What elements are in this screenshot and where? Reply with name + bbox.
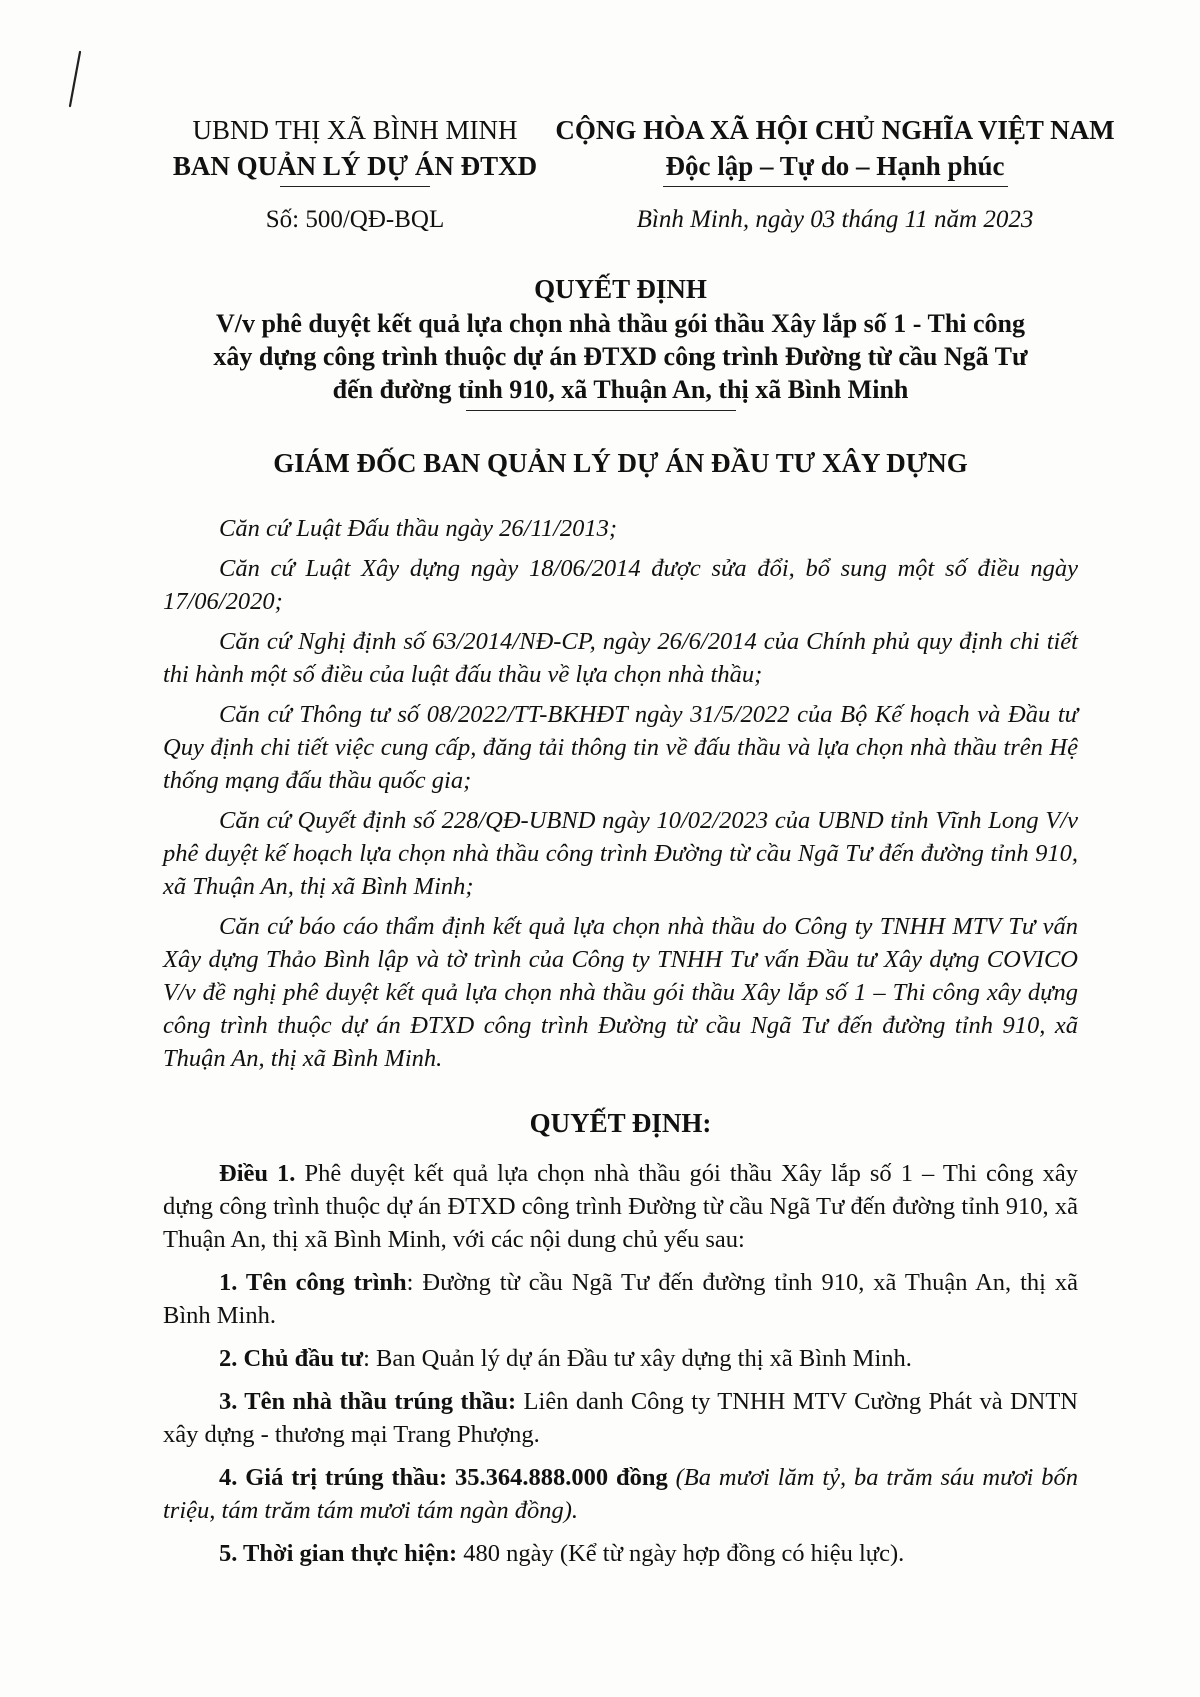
item-label: 3. Tên nhà thầu trúng thầu: xyxy=(219,1388,517,1415)
item-winning-contractor xyxy=(163,1385,1078,1451)
item-label: 2. Chủ đầu tư xyxy=(219,1345,364,1372)
document-number: Số: 500/QĐ-BQL xyxy=(265,206,445,233)
agency-parent: UBND THỊ XÃ BÌNH MINH xyxy=(192,115,518,145)
item-label: 4. Giá trị trúng thầu: 35.364.888.000 đồng xyxy=(219,1464,668,1491)
legal-basis: Căn cứ báo cáo thẩm định kết quả lựa chọn nhà thầu do Công ty TNHH MTV Tư vấn Xây dựng Thảo Bình lập và tờ trình của Công ty TNHH Tư vấn Đầu tư Xây dựng COVICO V/v đề nghị phê duyệt kết quả lựa chọn nhà thầu gói thầu Xây lắp số 1 – Thi công xây dựng công trình thuộc dự án ĐTXD công trình Đường từ cầu Ngã Tư đến đường tỉnh 910, xã Thuận An, thị xã Bình Minh. xyxy=(163,913,1078,1072)
document-title: QUYẾT ĐỊNH xyxy=(534,274,707,304)
legal-basis: Căn cứ Luật Đấu thầu ngày 26/11/2013; xyxy=(219,515,618,542)
national-motto xyxy=(555,112,1115,187)
item-text: : Ban Quản lý dự án Đầu tư xây dựng thị xã Bình Minh. xyxy=(363,1345,912,1372)
legal-basis: Căn cứ Nghị định số 63/2014/NĐ-CP, ngày 26/6/2014 của Chính phủ quy định chi tiết thi hành một số điều của luật đấu thầu về lựa chọn nhà thầu; xyxy=(163,628,1078,688)
subject-line: V/v phê duyệt kết quả lựa chọn nhà thầu gói thầu Xây lắp số 1 - Thi công xyxy=(215,309,1026,338)
issuing-agency xyxy=(150,112,560,187)
item-text: : Đường từ cầu Ngã Tư đến đường tỉnh 910, xã Thuận An, thị xã Bình Minh. xyxy=(163,1269,1078,1329)
item-text: Liên danh Công ty TNHH MTV Cường Phát và DNTN xây dựng - thương mại Trang Phượng. xyxy=(163,1388,1078,1448)
legal-basis: Căn cứ Luật Xây dựng ngày 18/06/2014 được sửa đổi, bổ sung một số điều ngày 17/06/2020; xyxy=(163,555,1078,615)
subject-underline xyxy=(466,410,736,411)
article-text: Phê duyệt kết quả lựa chọn nhà thầu gói thầu Xây lắp số 1 – Thi công xây dựng công trình thuộc dự án ĐTXD công trình Đường từ cầu Ngã Tư đến đường tỉnh 910, xã Thuận An, thị xã Bình Minh, với các nội dung chủ yếu sau: xyxy=(163,1160,1078,1253)
articles xyxy=(163,1157,1078,1580)
item-project-name xyxy=(163,1266,1078,1332)
agency-underline xyxy=(280,186,430,187)
article-label: Điều 1. xyxy=(219,1160,296,1187)
motto-underline xyxy=(663,186,1008,187)
subject-line: đến đường tỉnh 910, xã Thuận An, thị xã Bình Minh xyxy=(332,375,909,404)
item-investor xyxy=(163,1342,1078,1375)
document-subject xyxy=(163,307,1078,406)
country-name: CỘNG HÒA XÃ HỘI CHỦ NGHĨA VIỆT NAM xyxy=(555,115,1115,145)
item-label: 1. Tên công trình xyxy=(219,1269,407,1296)
article-1 xyxy=(163,1157,1078,1256)
motto: Độc lập – Tự do – Hạnh phúc xyxy=(665,151,1005,181)
legal-bases xyxy=(163,512,1078,1082)
decision-heading: QUYẾT ĐỊNH: xyxy=(529,1108,712,1138)
authority-heading: GIÁM ĐỐC BAN QUẢN LÝ DỰ ÁN ĐẦU TƯ XÂY DỰNG xyxy=(273,448,968,478)
legal-basis: Căn cứ Thông tư số 08/2022/TT-BKHĐT ngày 31/5/2022 của Bộ Kế hoạch và Đầu tư Quy định chi tiết việc cung cấp, đăng tải thông tin về đấu thầu và lựa chọn nhà thầu trên Hệ thống mạng đấu thầu quốc gia; xyxy=(163,701,1078,794)
agency-name: BAN QUẢN LÝ DỰ ÁN ĐTXD xyxy=(172,151,538,181)
handwritten-slash-mark xyxy=(62,50,92,110)
item-label: 5. Thời gian thực hiện: xyxy=(219,1540,458,1567)
subject-line: xây dựng công trình thuộc dự án ĐTXD công trình Đường từ cầu Ngã Tư xyxy=(213,342,1028,371)
document-date: Bình Minh, ngày 03 tháng 11 năm 2023 xyxy=(636,206,1034,233)
legal-basis: Căn cứ Quyết định số 228/QĐ-UBND ngày 10/02/2023 của UBND tỉnh Vĩnh Long V/v phê duyệt kế hoạch lựa chọn nhà thầu công trình Đường từ cầu Ngã Tư đến đường tỉnh 910, xã Thuận An, thị xã Bình Minh; xyxy=(163,807,1078,900)
item-winning-price xyxy=(163,1461,1078,1527)
item-text: 480 ngày (Kể từ ngày hợp đồng có hiệu lực). xyxy=(457,1540,905,1567)
item-text: (Ba mươi lăm tỷ, ba trăm sáu mươi bốn triệu, tám trăm tám mươi tám ngàn đồng). xyxy=(163,1464,1078,1524)
item-duration xyxy=(163,1537,1078,1570)
